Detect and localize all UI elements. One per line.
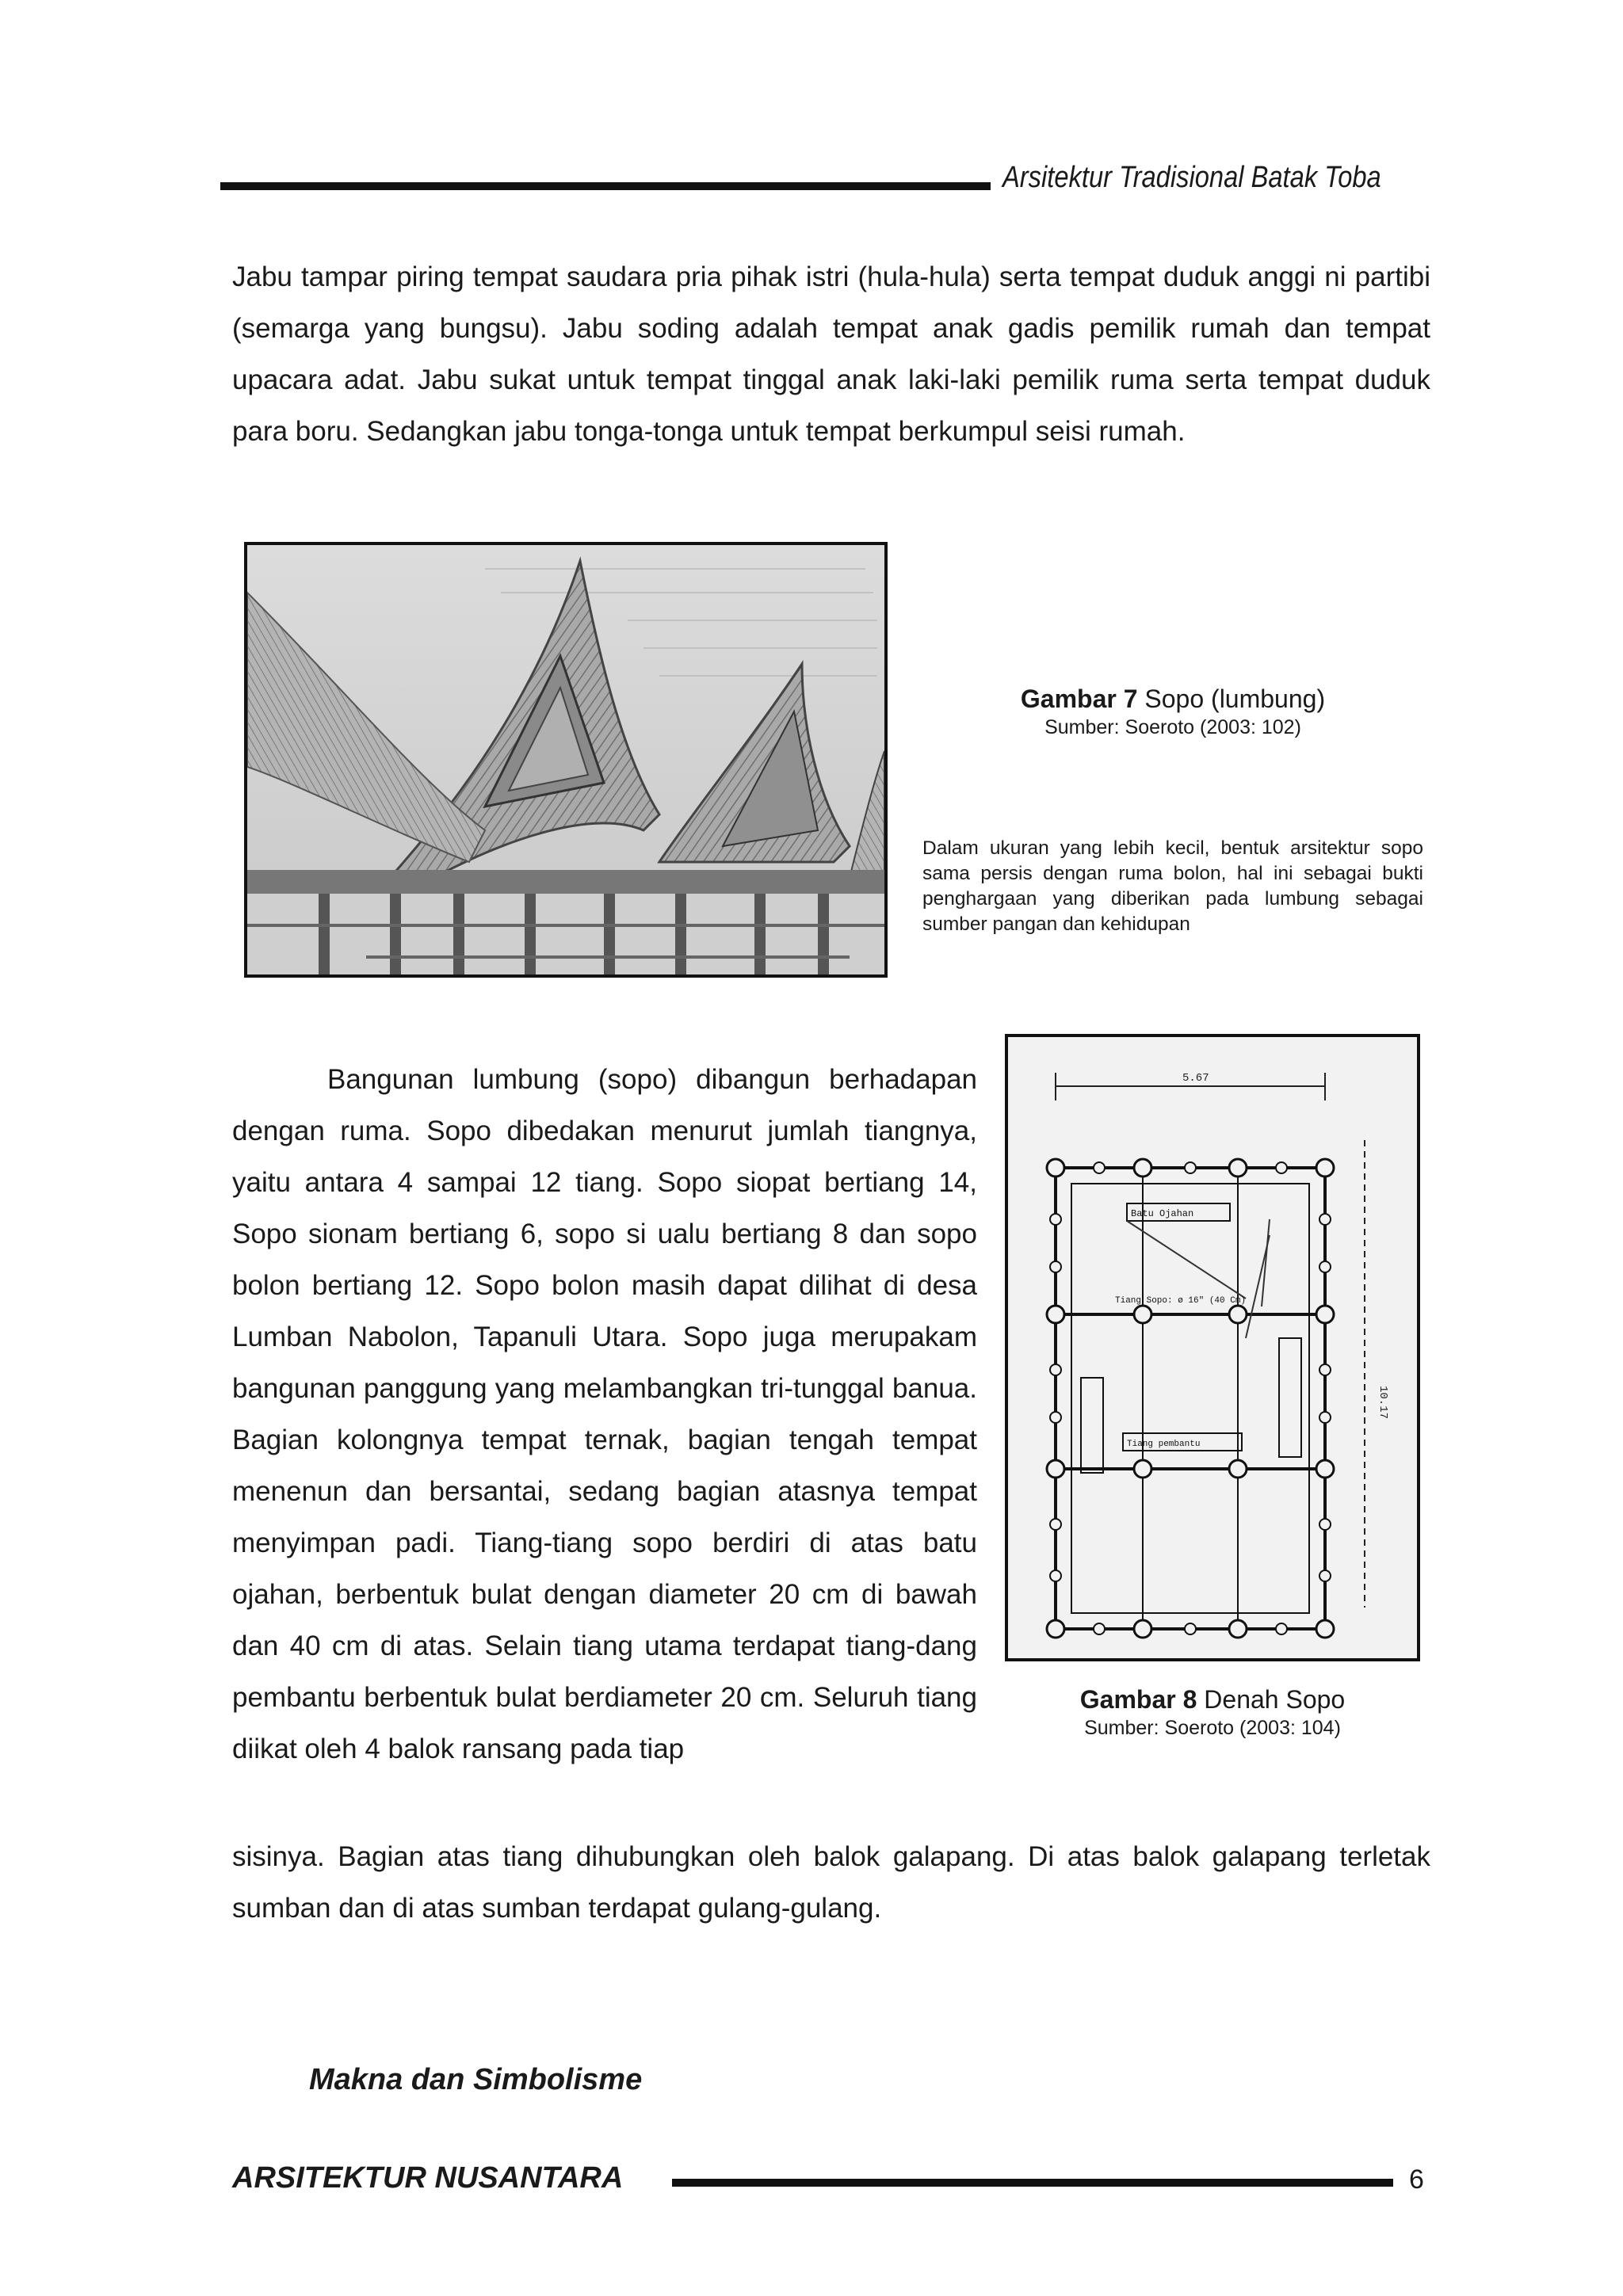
- header-rule: [220, 182, 991, 190]
- plan-label-batu-ojahan: Batu Ojahan: [1131, 1208, 1194, 1219]
- figure-8-title: Denah Sopo: [1204, 1685, 1346, 1714]
- figure-8-caption: [1005, 1684, 1420, 1741]
- body-paragraph-2: [232, 1054, 977, 1775]
- figure-8-title-line: [1005, 1684, 1420, 1715]
- figure-7-description: Dalam ukuran yang lebih kecil, bentuk arsitektur sopo sama persis dengan ruma bolon, hal ini sebagai bukti penghargaan yang diberikan pada lumbung sebagai sumber pangan dan kehidupan: [922, 837, 1423, 935]
- plan-label-tiang-pembantu: Tiang pembantu: [1127, 1440, 1201, 1449]
- sopo-floor-plan-drawing: [1008, 1037, 1417, 1658]
- figure-8-source: Sumber: Soeroto (2003: 104): [1084, 1717, 1341, 1739]
- figure-7-source: Sumber: Soeroto (2003: 102): [1044, 716, 1301, 738]
- figure-7-photo: [244, 542, 888, 978]
- figure-7-caption: [919, 683, 1426, 740]
- figure-8-label: Gambar 8: [1079, 1685, 1197, 1714]
- plan-label-tiang-sopo: Tiang Sopo: ø 16" (40 Cm): [1115, 1296, 1247, 1306]
- page-number: 6: [1409, 2164, 1424, 2195]
- body-paragraph-3: sisinya. Bagian atas tiang dihubungkan oleh balok galapang. Di atas balok galapang terletak sumban dan di atas sumban terdapat gulang-gulang.: [232, 1841, 1430, 1924]
- body-paragraph-1: Jabu tampar piring tempat saudara pria pihak istri (hula-hula) serta tempat duduk anggi ni partibi (semarga yang bungsu). Jabu soding adalah tempat anak gadis pemilik rumah dan tempat upacara adat. Jabu sukat untuk tempat tinggal anak laki-laki pemilik ruma serta tempat duduk para boru. Sedangkan jabu tonga-tonga untuk tempat berkumpul seisi rumah.: [232, 261, 1430, 447]
- plan-dimension-top: 5.67: [1182, 1072, 1209, 1085]
- figure-7-label: Gambar 7: [1020, 685, 1138, 713]
- running-header-title: Arsitektur Tradisional Batak Toba: [1002, 161, 1381, 194]
- sopo-photo-illustration: [247, 545, 884, 974]
- figure-7-title-line: [919, 683, 1426, 715]
- plan-dimension-side: 10.17: [1377, 1386, 1389, 1420]
- footer-book-title: ARSITEKTUR NUSANTARA: [232, 2161, 624, 2195]
- section-heading: Makna dan Simbolisme: [309, 2063, 643, 2096]
- figure-7-title: Sopo (lumbung): [1144, 685, 1326, 713]
- footer-rule: [672, 2179, 1393, 2187]
- body-paragraph-2-text: Bangunan lumbung (sopo) dibangun berhadapan dengan ruma. Sopo dibedakan menurut jumlah tiangnya, yaitu antara 4 sampai 12 tiang. Sopo siopat bertiang 14, Sopo sionam bertiang 6, sopo si ualu bertiang 8 dan sopo bolon bertiang 12. Sopo bolon masih dapat dilihat di desa Lumban Nabolon, Tapanuli Utara. Sopo juga merupakam bangunan panggung yang melambangkan tri-tunggal banua. Bagian kolongnya tempat ternak, bagian tengah tempat menenun dan bersantai, sedang bagian atasnya tempat menyimpan padi. Tiang-tiang sopo berdiri di atas batu ojahan, berbentuk bulat dengan diameter 20 cm di bawah dan 40 cm di atas. Selain tiang utama terdapat tiang-dang pembantu berbentuk bulat berdiameter 20 cm. Seluruh tiang diikat oleh 4 balok ransang pada tiap: [232, 1064, 977, 1764]
- figure-8-floor-plan: [1005, 1034, 1420, 1661]
